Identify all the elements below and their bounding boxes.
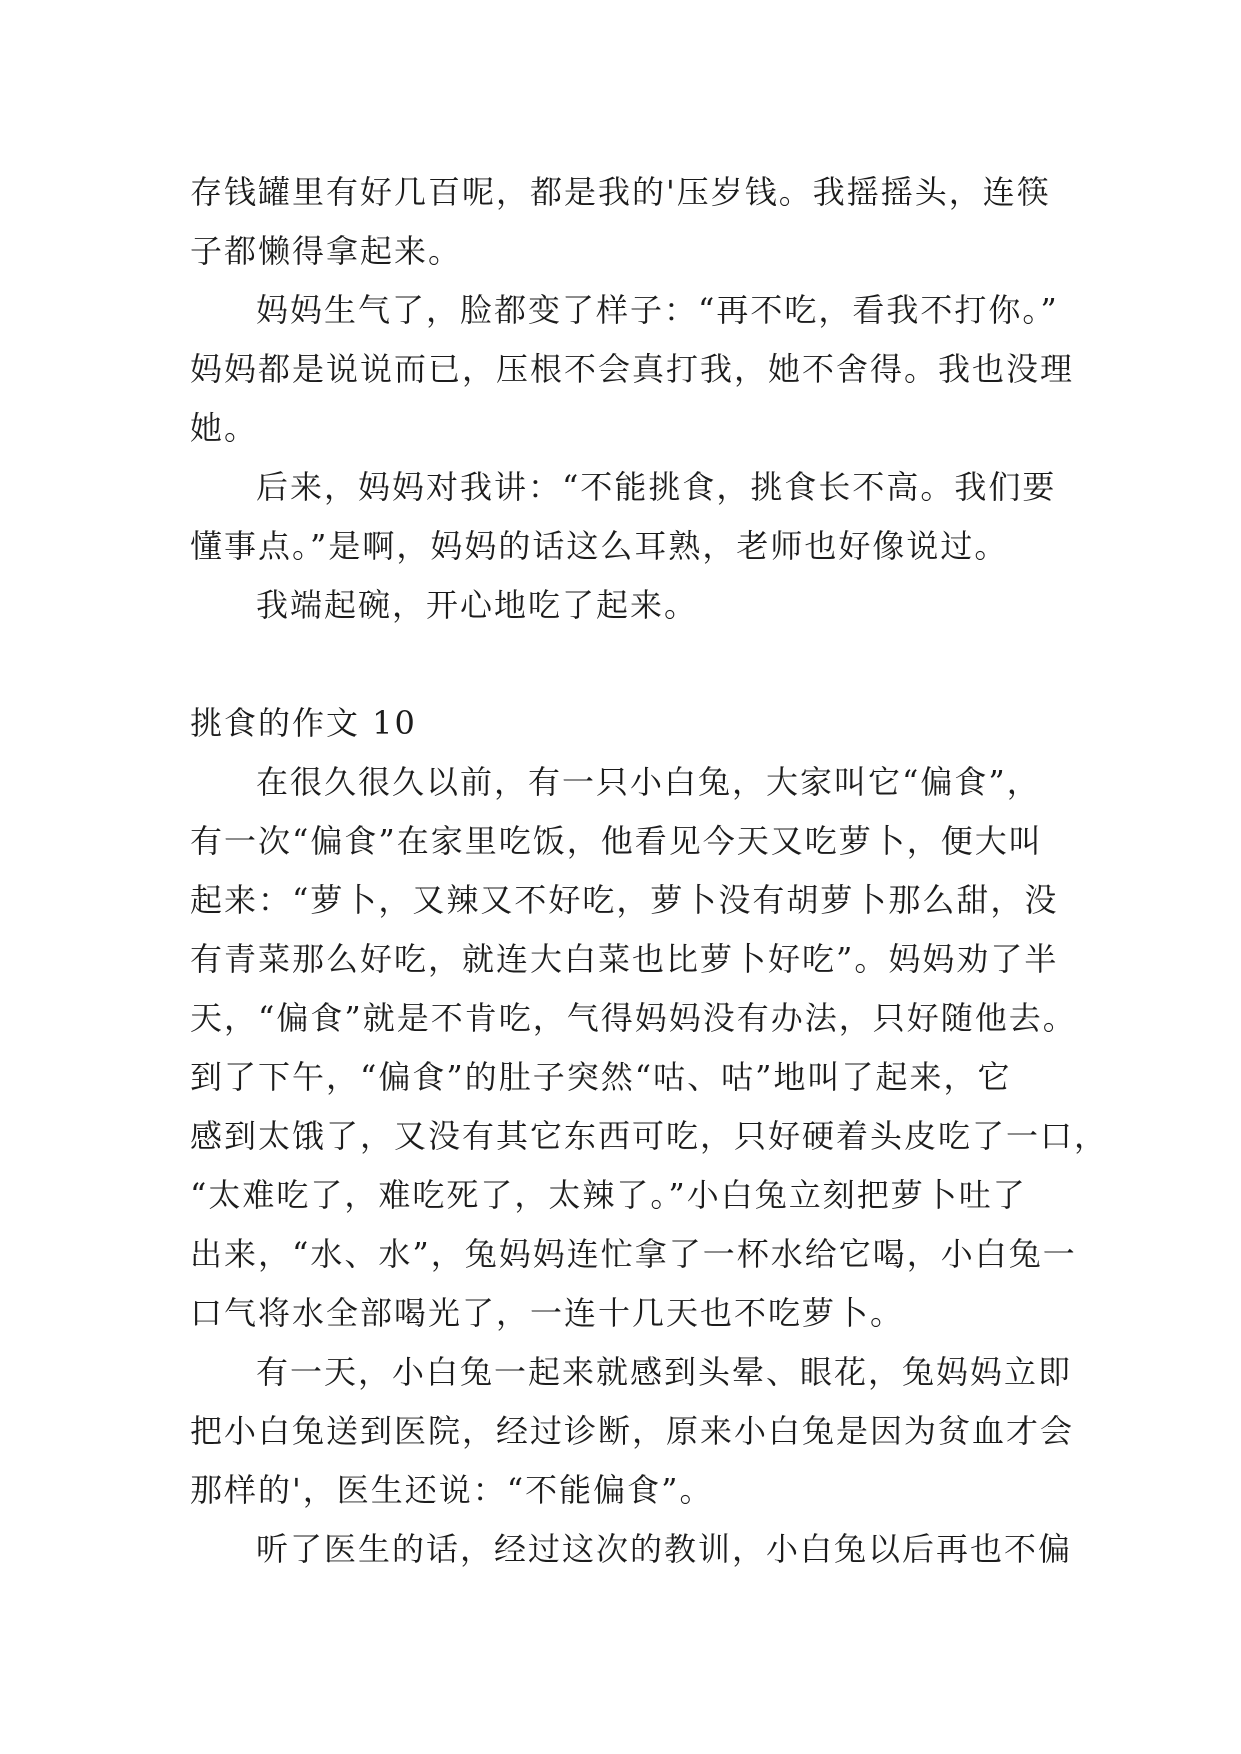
text-line: 妈妈都是说说而已，压根不会真打我，她不舍得。我也没理 bbox=[190, 350, 1075, 388]
text-line: 子都懒得拿起来。 bbox=[190, 232, 463, 270]
paragraph-7 bbox=[190, 1520, 1073, 1579]
text-line: 天，“偏食”就是不肯吃，气得妈妈没有办法，只好随他去。 bbox=[190, 999, 1077, 1037]
text-line: 在很久很久以前，有一只小白兔，大家叫它“偏食”， bbox=[256, 763, 1041, 801]
document-body bbox=[190, 163, 1109, 1579]
text-line: 有青菜那么好吃，就连大白菜也比萝卜好吃”。妈妈劝了半 bbox=[190, 940, 1059, 978]
paragraph-6 bbox=[190, 1343, 1075, 1520]
text-line: 那样的'，医生还说：“不能偏食”。 bbox=[190, 1471, 714, 1509]
text-line: 我端起碗，开心地吃了起来。 bbox=[256, 586, 699, 624]
text-line: 有一次“偏食”在家里吃饭，他看见今天又吃萝卜，便大叫 bbox=[190, 822, 1043, 860]
text-line: 懂事点。”是啊，妈妈的话这么耳熟，老师也好像说过。 bbox=[190, 527, 1009, 565]
text-line: 出来，“水、水”，兔妈妈连忙拿了一杯水给它喝，小白兔一 bbox=[190, 1235, 1077, 1273]
text-line: 起来：“萝卜，又辣又不好吃，萝卜没有胡萝卜那么甜，没 bbox=[190, 881, 1059, 919]
section-heading bbox=[190, 694, 1060, 753]
text-line: 她。 bbox=[190, 409, 259, 447]
text-line: 到了下午，“偏食”的肚子突然“咕、咕”地叫了起来，它 bbox=[190, 1058, 1012, 1096]
paragraph-3 bbox=[190, 458, 1060, 576]
text-line: 把小白兔送到医院，经过诊断，原来小白兔是因为贫血才会 bbox=[190, 1412, 1075, 1450]
paragraph-5 bbox=[190, 753, 1109, 1343]
text-line: “太难吃了，难吃死了，太辣了。”小白兔立刻把萝卜吐了 bbox=[190, 1176, 1027, 1214]
paragraph-2 bbox=[190, 281, 1075, 458]
text-line: 听了医生的话，经过这次的教训，小白兔以后再也不偏 bbox=[256, 1530, 1073, 1568]
text-line: 有一天，小白兔一起来就感到头晕、眼花，兔妈妈立即 bbox=[256, 1353, 1073, 1391]
text-line: 口气将水全部喝光了，一连十几天也不吃萝卜。 bbox=[190, 1294, 905, 1332]
paragraph-1 bbox=[190, 163, 1060, 281]
text-line: 后来，妈妈对我讲：“不能挑食，挑食长不高。我们要 bbox=[256, 468, 1057, 506]
heading-text: 挑食的作文 10 bbox=[190, 704, 417, 742]
text-line: 存钱罐里有好几百呢，都是我的'压岁钱。我摇摇头，连筷 bbox=[190, 173, 1051, 211]
text-line: 感到太饿了，又没有其它东西可吃，只好硬着头皮吃了一口， bbox=[190, 1117, 1109, 1155]
paragraph-4 bbox=[190, 576, 1060, 635]
text-line: 妈妈生气了，脸都变了样子：“再不吃，看我不打你。” bbox=[256, 291, 1059, 329]
